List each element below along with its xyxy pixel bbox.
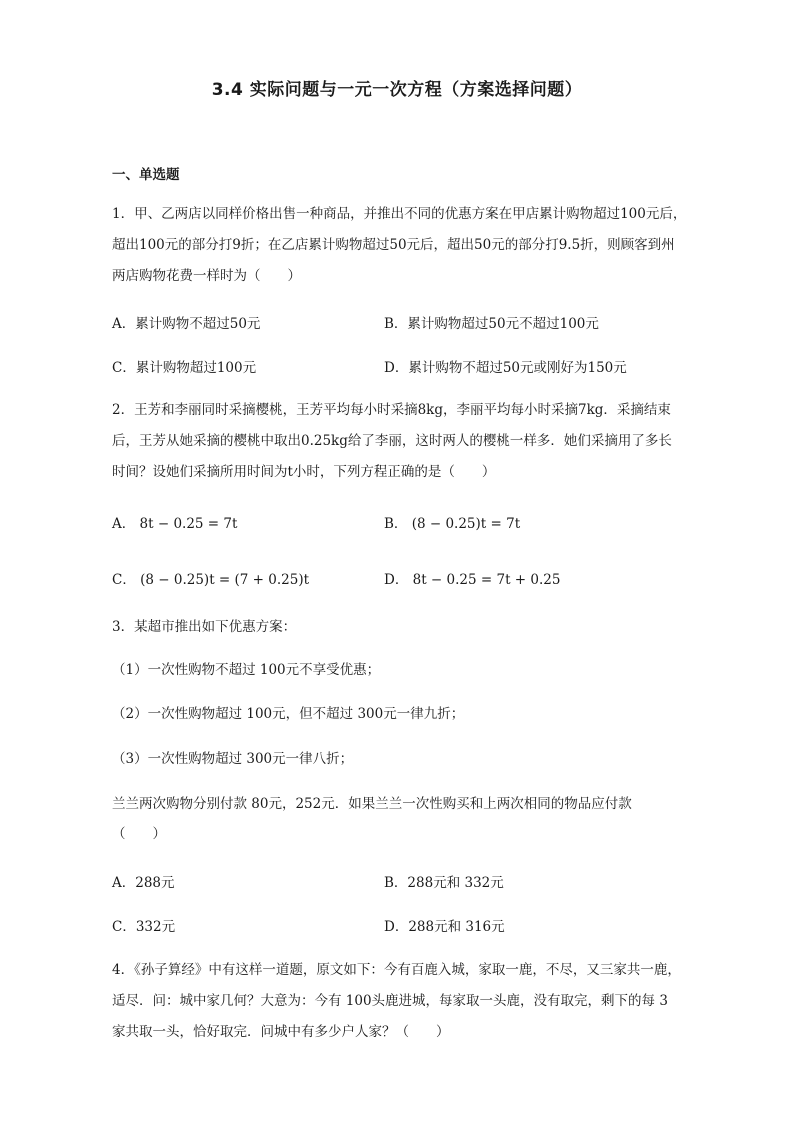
q3-line-2: （1）一次性购物不超过 100元不享受优惠；	[112, 662, 381, 678]
q4-line-2: 适尽．问：城中家几何？大意为：今有 100头鹿进城，每家取一头鹿，没有取完，剩下的每 3	[112, 993, 668, 1009]
q2-line-1: 2．王芳和李丽同时采摘樱桃，王芳平均每小时采摘8kg，李丽平均每小时采摘7kg．采摘结束	[112, 402, 671, 418]
q1-line-3: 两店购物花费一样时为（ ）	[112, 268, 301, 284]
q1-option-d: D．累计购物不超过50元或刚好为150元	[384, 360, 627, 376]
page-title: 3.4 实际问题与一元一次方程（方案选择问题）	[211, 80, 583, 100]
section-heading: 一、单选题	[112, 167, 180, 183]
q1-option-c: C．累计购物超过100元	[112, 360, 257, 376]
q3-line-4: （3）一次性购物超过 300元一律八折；	[112, 751, 354, 767]
q4-line-1: 4．《孙子算经》中有这样一道题，原文如下：今有百鹿入城，家取一鹿，不尽，又三家共一鹿，	[112, 962, 681, 978]
q3-option-c: C．332元	[112, 919, 176, 935]
q1-line-2: 超出100元的部分打9折；在乙店累计购物超过50元后，超出50元的部分打9.5折，则顾客到州	[112, 237, 675, 253]
q3-option-a: A．288元	[112, 875, 175, 891]
q2-option-b: B． (8 − 0.25)t = 7t	[384, 516, 521, 532]
q3-line-1: 3．某超市推出如下优惠方案：	[112, 619, 297, 635]
q4-line-3: 家共取一头，恰好取完．问城中有多少户人家？（ ）	[112, 1024, 450, 1040]
q3-line-3: （2）一次性购物超过 100元，但不超过 300元一律九折；	[112, 706, 465, 722]
q3-option-b: B．288元和 332元	[384, 875, 504, 891]
q3-option-d: D．288元和 316元	[384, 919, 505, 935]
q2-line-3: 时间？设她们采摘所用时间为t小时，下列方程正确的是（ ）	[112, 464, 496, 480]
q1-line-1: 1．甲、乙两店以同样价格出售一种商品，并推出不同的优惠方案在甲店累计购物超过100元后，	[112, 206, 687, 222]
q3-line-5: 兰兰两次购物分别付款 80元，252元．如果兰兰一次性购买和上两次相同的物品应付款	[112, 796, 632, 812]
q2-option-c: C． (8 − 0.25)t = (7 + 0.25)t	[112, 572, 310, 588]
q3-line-6: （ ）	[112, 826, 166, 842]
q1-option-a: A．累计购物不超过50元	[112, 316, 261, 332]
q2-option-a: A． 8t − 0.25 = 7t	[112, 516, 238, 532]
q2-line-2: 后，王芳从她采摘的樱桃中取出0.25kg给了李丽，这时两人的樱桃一样多．她们采摘用了多长	[112, 433, 672, 449]
q2-option-d: D． 8t − 0.25 = 7t + 0.25	[384, 572, 561, 588]
q1-option-b: B．累计购物超过50元不超过100元	[384, 316, 599, 332]
